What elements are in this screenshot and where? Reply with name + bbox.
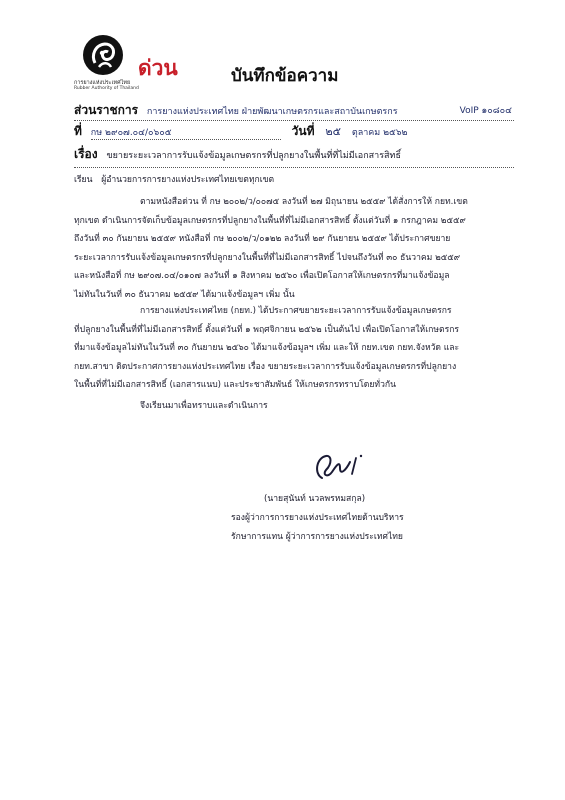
signatory-acting-position: รักษาการแทน ผู้ว่าการการยางแห่งประเทศไทย <box>231 532 403 542</box>
salutation-value: ผู้อำนวยการการยางแห่งประเทศไทยเขตทุกเขต <box>101 175 275 185</box>
subject-row <box>74 145 514 168</box>
paragraph-line: การยางแห่งประเทศไทย (กยท.) ได้ประกาศขยายระยะเวลาการรับแจ้งข้อมูลเกษตรกร <box>140 306 452 316</box>
agency-value: การยางแห่งประเทศไทย ฝ่ายพัฒนาเกษตรกรและสถาบันเกษตรกร <box>146 107 398 117</box>
paragraph-line: ในพื้นที่ที่ไม่มีเอกสารสิทธิ์ (เอกสารแนบ) และประชาสัมพันธ์ ให้เกษตรกรทราบโดยทั่วกัน <box>74 380 396 391</box>
reference-row <box>74 122 514 141</box>
closing-line: จึงเรียนมาเพื่อทราบและดำเนินการ <box>140 401 268 411</box>
paragraph-line: ระยะเวลาการรับแจ้งข้อมูลเกษตรกรที่ปลูกยางในพื้นที่ที่ไม่มีเอกสารสิทธิ์ ไปจนถึงวันที่ ๓๐ ธันวาคม ๒๕๕๙ <box>74 252 461 263</box>
body-paragraph-1 <box>74 193 468 305</box>
paragraph-line: และหนังสือที่ กษ ๒๙๐๗.๐๔/๐๑๐๗ ลงวันที่ ๑ สิงหาคม ๒๕๖๐ เพื่อเปิดโอกาสให้เกษตรกรที่มาแจ้งข้อมูล <box>74 271 450 282</box>
memo-title: บันทึกข้อความ <box>231 66 339 86</box>
paragraph-line: ไม่ทันในวันที่ ๓๐ ธันวาคม ๒๕๕๙ ได้มาแจ้งข้อมูลฯ เพิ่ม นั้น <box>74 289 295 300</box>
body-paragraph-2 <box>74 302 459 395</box>
paragraph-line: ที่มาแจ้งข้อมูลไม่ทันในวันที่ ๓๐ กันยายน ๒๕๖๐ ได้มาแจ้งข้อมูลฯ เพิ่ม และให้ กยท.เขต กยท.จังหวัด และ <box>74 343 460 354</box>
paragraph-line: ทุกเขต ดำเนินการจัดเก็บข้อมูลเกษตรกรที่ปลูกยางในพื้นที่ที่ไม่มีเอกสารสิทธิ์ ตั้งแต่วันที่ ๑ กรกฎาคม ๒๕๕๙ <box>74 215 466 226</box>
ref-label: ที่ <box>74 124 82 138</box>
agency-row <box>74 101 514 121</box>
paragraph-line: ที่ปลูกยางในพื้นที่ที่ไม่มีเอกสารสิทธิ์ ตั้งแต่วันที่ ๑ พฤศจิกายน ๒๕๖๒ เป็นต้นไป เพื่อเปิดโอกาสให้เกษตรกร <box>74 324 460 335</box>
subject-label: เรื่อง <box>74 147 98 161</box>
salutation <box>74 172 274 186</box>
date-day: ๒๕ <box>325 125 341 138</box>
signatory-name: (นายสุนันท์ นวลพรหมสกุล) <box>264 494 366 504</box>
subject-value: ขยายระยะเวลาการรับแจ้งข้อมูลเกษตรกรที่ปลูกยางในพื้นที่ที่ไม่มีเอกสารสิทธิ์ <box>106 151 401 161</box>
salutation-label: เรียน <box>74 175 93 185</box>
signatory-position: รองผู้ว่าการการยางแห่งประเทศไทยด้านบริหาร <box>231 513 404 523</box>
org-name-thai: การยางแห่งประเทศไทย <box>74 80 131 86</box>
rubber-authority-logo-icon <box>81 33 125 77</box>
handwritten-signature <box>306 448 372 488</box>
paragraph-line: กยท.สาขา ติดประกาศการยางแห่งประเทศไทย เรื่อง ขยายระยะเวลาการรับแจ้งข้อมูลเกษตรกรที่ปลูกยาง <box>74 361 457 372</box>
urgent-stamp: ด่วน <box>138 55 178 80</box>
ref-value: กษ ๒๙๐๗.๐๔/๐๖๐๕ <box>91 125 281 140</box>
paragraph-line: ถึงวันที่ ๓๐ กันยายน ๒๕๕๙ หนังสือที่ กษ ๒๐๐๒/ว/๐๑๒๒ ลงวันที่ ๒๙ กันยายน ๒๕๕๙ ได้ประกาศขยาย <box>74 234 451 245</box>
date-month-year: ตุลาคม ๒๕๖๒ <box>351 128 408 138</box>
paragraph-line: ตามหนังสือด่วน ที่ กษ ๒๐๐๒/ว/๐๐๗๕ ลงวันที่ ๒๗ มิถุนายน ๒๕๕๙ ได้สั่งการให้ กยท.เขต <box>140 197 468 207</box>
agency-label: ส่วนราชการ <box>74 103 139 117</box>
org-name-english: Rubber Authority of Thailand <box>74 86 139 91</box>
date-label: วันที่ <box>291 124 315 138</box>
voip-number: VoIP ๑๐๘๐๔ <box>459 106 512 116</box>
